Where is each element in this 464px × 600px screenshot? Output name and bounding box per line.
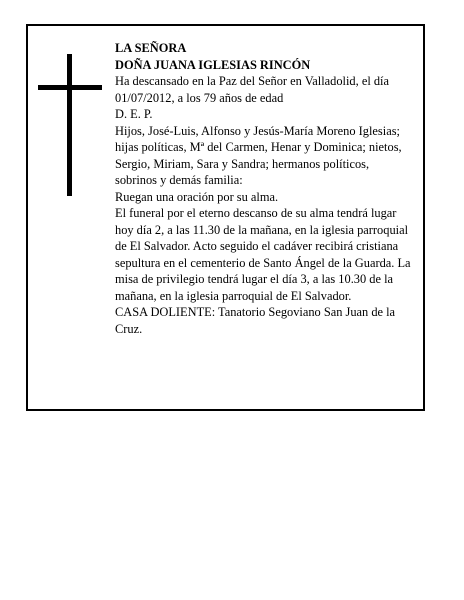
death-announcement: Ha descansado en la Paz del Señor en Valladolid, el día 01/07/2012, a los 79 años de edad	[115, 74, 389, 105]
family-list: Hijos, José-Luis, Alfonso y Jesús-María Moreno Iglesias; hijas políticas, Mª del Carmen, Henar y Dominica; nietos, Sergio, Miriam, Sara y Sandra; hermanos políticos, sobrinos y demás familia:	[115, 123, 402, 187]
notice-title: LA SEÑORA	[115, 41, 187, 55]
mourning-house: CASA DOLIENTE: Tanatorio Segoviano San Juan de la Cruz.	[115, 305, 396, 336]
cross-vertical-bar	[67, 54, 72, 196]
funeral-details: El funeral por el eterno descanso de su alma tendrá lugar hoy día 2, a las 11.30 de la mañana, en la iglesia parroquial de El Salvador. Acto seguido el cadáver recibirá cristiana sepultura en el cementerio de Santo Ángel de la Guarda. La misa de privilegio tendrá lugar el día 3, a las 10.30 de la mañana, en la iglesia parroquial de El Salvador.	[115, 206, 411, 303]
notice-text	[115, 40, 413, 337]
cross-horizontal-bar	[38, 85, 102, 90]
prayer-request: Ruegan una oración por su alma.	[115, 189, 279, 204]
deceased-name: DOÑA JUANA IGLESIAS RINCÓN	[115, 57, 311, 72]
obituary-notice	[26, 24, 425, 411]
rip-line: D. E. P.	[115, 107, 153, 121]
